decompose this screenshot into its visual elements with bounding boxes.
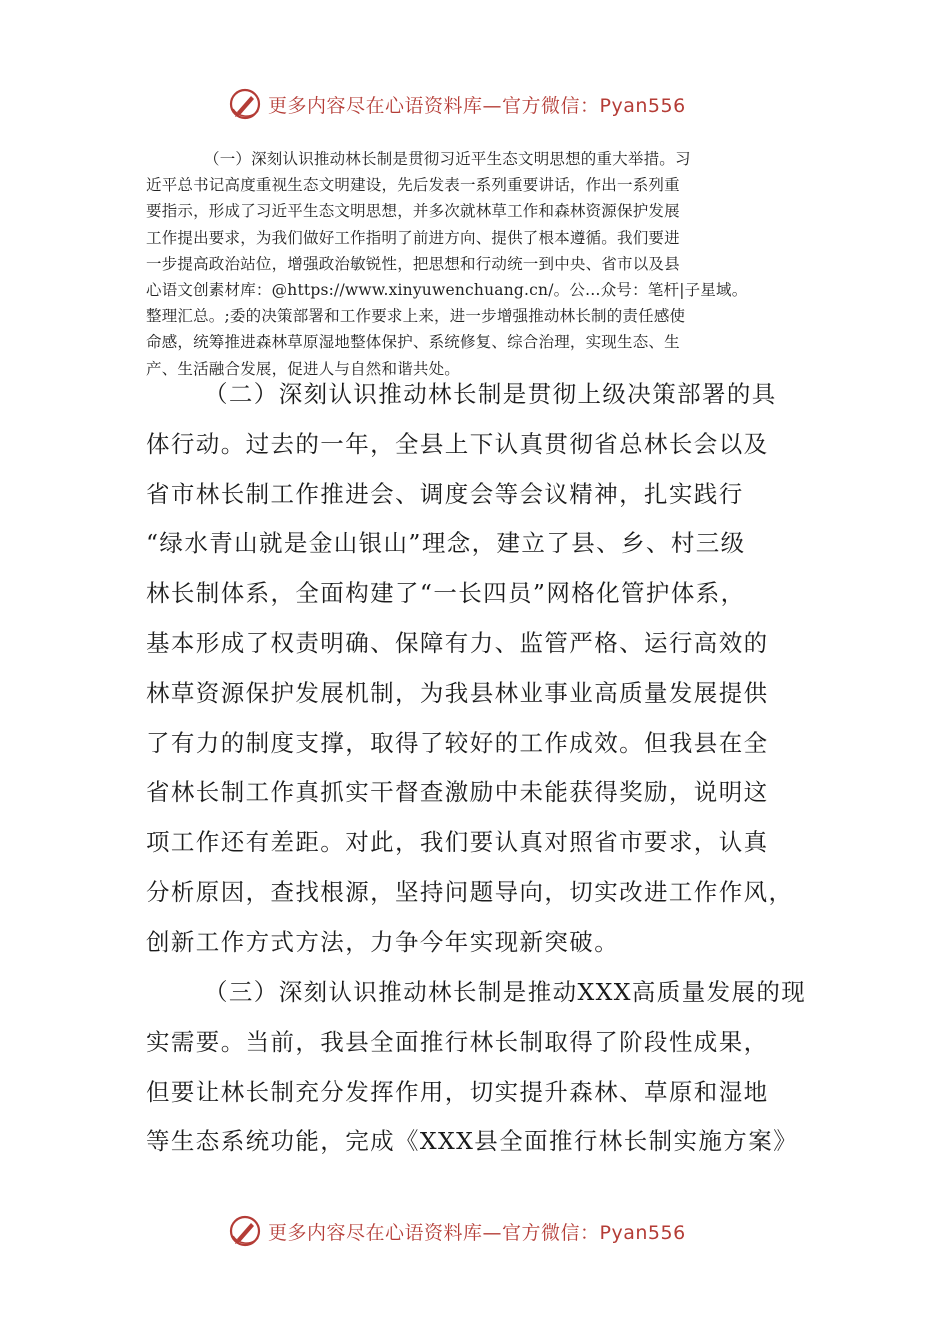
text-line: 实需要。当前，我县全面推行林长制取得了阶段性成果， (146, 1027, 769, 1056)
text-line: 心语文创素材库：@https://www.xinyuwenchuang.cn/。公…众号：笔杆|子星域。 (146, 280, 748, 299)
text-line: 近平总书记高度重视生态文明建设，先后发表一系列重要讲话，作出一系列重 (146, 176, 680, 195)
text-line: （二）深刻认识推动林长制是贯彻上级决策部署的具 (204, 380, 777, 408)
text-line: 项工作还有差距。对此，我们要认真对照省市要求，认真 (146, 828, 769, 857)
text-line: “绿水青山就是金山银山”理念，建立了县、乡、村三级 (146, 529, 746, 558)
text-line: 了有力的制度支撑，取得了较好的工作成效。但我县在全 (146, 728, 769, 757)
footer-banner-text: 更多内容尽在心语资料库—官方微信：Pyan556 (268, 1221, 686, 1244)
text-line: （三）深刻认识推动林长制是推动XXX高质量发展的现 (204, 978, 807, 1006)
text-line: 省林长制工作真抓实干督查激励中未能获得奖励，说明这 (146, 778, 769, 807)
text-line: 林长制体系，全面构建了“一长四员”网格化管护体系， (146, 579, 746, 608)
text-line: 工作提出要求，为我们做好工作指明了前进方向、提供了根本遵循。我们要进 (146, 228, 680, 247)
section-three (146, 968, 826, 1167)
text-line: （一）深刻认识推动林长制是贯彻习近平生态文明思想的重大举措。习 (204, 150, 691, 168)
footer-banner (228, 1213, 748, 1249)
pen-logo-icon (228, 1214, 262, 1248)
text-line: 要指示，形成了习近平生态文明思想，并多次就林草工作和森林资源保护发展 (146, 202, 680, 221)
text-line: 整理汇总。;委的决策部署和工作要求上来，进一步增强推动林长制的责任感使 (146, 307, 686, 326)
text-line: 但要让林长制充分发挥作用，切实提升森林、草原和湿地 (146, 1077, 769, 1106)
section-one (146, 146, 814, 382)
text-line: 命感，统筹推进森林草原湿地整体保护、系统修复、综合治理，实现生态、生 (146, 333, 680, 352)
text-line: 基本形成了权责明确、保障有力、监管严格、运行高效的 (146, 628, 769, 657)
text-line: 等生态系统功能，完成《XXX县全面推行林长制实施方案》 (146, 1127, 798, 1156)
text-line: 林草资源保护发展机制，为我县林业事业高质量发展提供 (146, 678, 769, 707)
text-line: 产、生活融合发展，促进人与自然和谐共处。 (146, 359, 461, 378)
text-line: 省市林长制工作推进会、调度会等会议精神，扎实践行 (146, 479, 744, 508)
section-two (146, 370, 826, 968)
text-line: 创新工作方式方法，力争今年实现新突破。 (146, 927, 620, 956)
header-banner (228, 86, 748, 122)
text-line: 分析原因，查找根源，坚持问题导向，切实改进工作作风， (146, 877, 794, 906)
pen-logo-icon (228, 87, 262, 121)
text-line: 体行动。过去的一年，全县上下认真贯彻省总林长会以及 (146, 429, 769, 458)
text-line: 一步提高政治站位，增强政治敏锐性，把思想和行动统一到中央、省市以及县 (146, 254, 680, 273)
header-banner-text: 更多内容尽在心语资料库—官方微信：Pyan556 (268, 94, 686, 117)
